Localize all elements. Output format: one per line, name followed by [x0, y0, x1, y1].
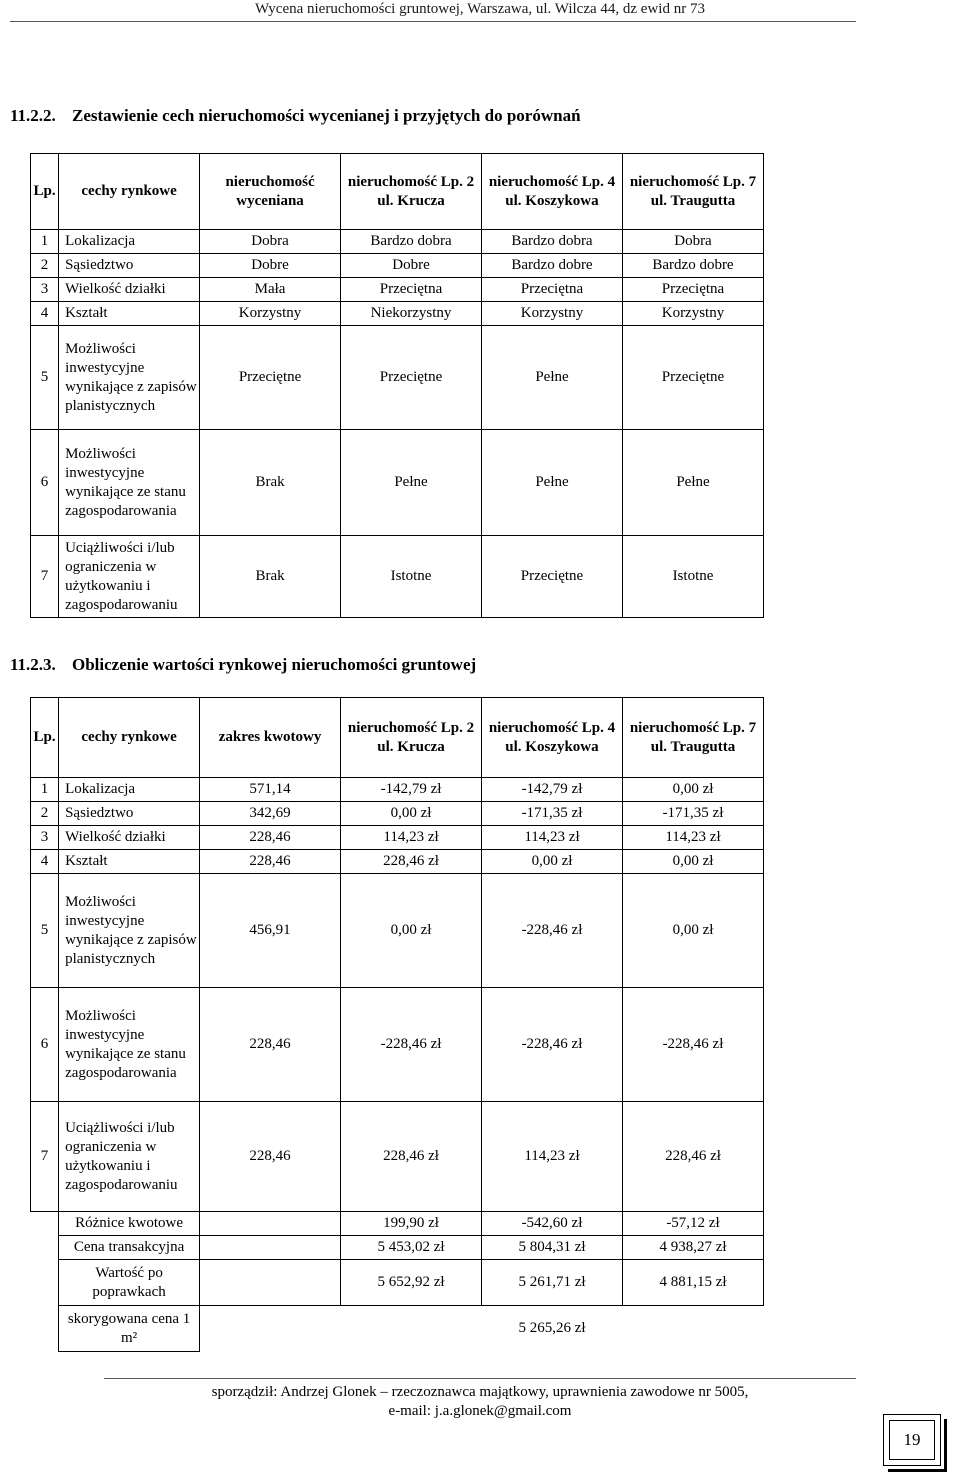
row-value: Dobre — [200, 254, 341, 278]
summary-value: 5 261,71 zł — [482, 1260, 623, 1306]
row-value: Przeciętna — [341, 278, 482, 302]
row-value: Korzystny — [200, 302, 341, 326]
summary-value: 5 453,02 zł — [341, 1236, 482, 1260]
row-lp: 2 — [31, 254, 59, 278]
row-cecha: Wielkość działki — [59, 278, 200, 302]
header-zakres: zakres kwotowy — [200, 698, 341, 778]
table-row — [31, 430, 764, 536]
row-cecha: Możliwości inwestycyjne wynikające ze stanu zagospodarowania — [59, 988, 200, 1102]
table-row — [31, 278, 764, 302]
table-row — [31, 536, 764, 618]
row-lp: 6 — [31, 988, 59, 1102]
table-row — [31, 302, 764, 326]
row-zakres: 456,91 — [200, 874, 341, 988]
row-value: -171,35 zł — [482, 802, 623, 826]
header-traugutta: nieruchomość Lp. 7 ul. Traugutta — [622, 698, 763, 778]
header-koszykowa: nieruchomość Lp. 4 ul. Koszykowa — [482, 698, 623, 778]
row-lp: 7 — [31, 1102, 59, 1212]
table-header-row — [31, 698, 764, 778]
table-row — [31, 874, 764, 988]
row-zakres: 228,46 — [200, 826, 341, 850]
table-row — [31, 988, 764, 1102]
summary-value: 4 938,27 zł — [622, 1236, 763, 1260]
row-value: 114,23 zł — [622, 826, 763, 850]
row-lp: 4 — [31, 850, 59, 874]
header-title: Wycena nieruchomości gruntowej, Warszawa, ul. Wilcza 44, dz ewid nr 73 — [255, 1, 705, 17]
row-zakres: 228,46 — [200, 850, 341, 874]
row-cecha: Sąsiedztwo — [59, 254, 200, 278]
row-lp: 5 — [31, 874, 59, 988]
row-value: Przeciętne — [341, 326, 482, 430]
row-value: Dobra — [622, 230, 763, 254]
header-koszykowa: nieruchomość Lp. 4 ul. Koszykowa — [482, 154, 623, 230]
summary-label: Wartość po poprawkach — [59, 1260, 200, 1306]
summary-value: -57,12 zł — [622, 1212, 763, 1236]
header-cechy: cechy rynkowe — [59, 698, 200, 778]
row-zakres: 571,14 — [200, 778, 341, 802]
header-krucza: nieruchomość Lp. 2 ul. Krucza — [341, 698, 482, 778]
row-value: Dobre — [341, 254, 482, 278]
row-value: 0,00 zł — [341, 802, 482, 826]
table-header-row — [31, 154, 764, 230]
row-value: -228,46 zł — [482, 874, 623, 988]
table-row — [31, 1102, 764, 1212]
row-lp: 4 — [31, 302, 59, 326]
section-2-number: 11.2.3. — [10, 655, 56, 674]
row-value: Bardzo dobre — [482, 254, 623, 278]
section-1-number: 11.2.2. — [10, 106, 56, 125]
summary-label: Różnice kwotowe — [59, 1212, 200, 1236]
summary-label: Cena transakcyjna — [59, 1236, 200, 1260]
row-lp: 1 — [31, 778, 59, 802]
row-cecha: Wielkość działki — [59, 826, 200, 850]
row-value: Dobra — [200, 230, 341, 254]
section-2-heading — [10, 655, 476, 675]
row-value: Przeciętna — [482, 278, 623, 302]
header-wyceniana: nieruchomość wyceniana — [200, 154, 341, 230]
row-lp: 2 — [31, 802, 59, 826]
section-1-title: Zestawienie cech nieruchomości wycenianej i przyjętych do porównań — [72, 106, 581, 125]
row-value: -228,46 zł — [341, 988, 482, 1102]
footer-email: e-mail: j.a.glonek@gmail.com — [388, 1403, 572, 1419]
row-value: 0,00 zł — [622, 778, 763, 802]
row-cecha: Lokalizacja — [59, 230, 200, 254]
summary-value: 5 804,31 zł — [482, 1236, 623, 1260]
row-lp: 3 — [31, 826, 59, 850]
row-cecha: Lokalizacja — [59, 778, 200, 802]
header-rule — [10, 21, 856, 22]
row-value: Brak — [200, 536, 341, 618]
page-number-box — [883, 1414, 941, 1466]
table-row — [31, 850, 764, 874]
row-value: Mała — [200, 278, 341, 302]
row-value: Pełne — [622, 430, 763, 536]
row-value: Niekorzystny — [341, 302, 482, 326]
row-value: -171,35 zł — [622, 802, 763, 826]
section-2-title: Obliczenie wartości rynkowej nieruchomości gruntowej — [72, 655, 477, 674]
row-cecha: Możliwości inwestycyjne wynikające z zapisów planistycznych — [59, 326, 200, 430]
page-number: 19 — [889, 1420, 935, 1460]
summary-row — [31, 1260, 764, 1306]
valuation-table — [30, 697, 764, 1352]
row-value: Pełne — [482, 430, 623, 536]
row-value: Pełne — [341, 430, 482, 536]
row-value: 0,00 zł — [622, 874, 763, 988]
row-value: -142,79 zł — [341, 778, 482, 802]
section-1-heading — [10, 106, 581, 126]
row-lp: 6 — [31, 430, 59, 536]
row-cecha: Kształt — [59, 850, 200, 874]
row-value: Bardzo dobra — [482, 230, 623, 254]
header-traugutta: nieruchomość Lp. 7 ul. Traugutta — [622, 154, 763, 230]
row-cecha: Możliwości inwestycyjne wynikające z zapisów planistycznych — [59, 874, 200, 988]
final-label: skorygowana cena 1 m² — [59, 1306, 200, 1352]
comparison-features-table — [30, 153, 764, 618]
summary-row — [31, 1212, 764, 1236]
row-value: 0,00 zł — [341, 874, 482, 988]
header-cechy: cechy rynkowe — [59, 154, 200, 230]
row-value: Bardzo dobra — [341, 230, 482, 254]
row-lp: 3 — [31, 278, 59, 302]
row-value: 0,00 zł — [622, 850, 763, 874]
row-zakres: 228,46 — [200, 1102, 341, 1212]
row-value: 114,23 zł — [341, 826, 482, 850]
row-cecha: Sąsiedztwo — [59, 802, 200, 826]
footer-rule — [104, 1378, 856, 1379]
row-value: 114,23 zł — [482, 1102, 623, 1212]
row-cecha: Kształt — [59, 302, 200, 326]
page-header — [0, 0, 960, 22]
table-row — [31, 802, 764, 826]
row-lp: 1 — [31, 230, 59, 254]
header-krucza: nieruchomość Lp. 2 ul. Krucza — [341, 154, 482, 230]
table-row — [31, 826, 764, 850]
final-value: 5 265,26 zł — [518, 1320, 586, 1337]
summary-value: 4 881,15 zł — [622, 1260, 763, 1306]
row-value: Przeciętne — [200, 326, 341, 430]
row-zakres: 228,46 — [200, 988, 341, 1102]
row-value: Korzystny — [482, 302, 623, 326]
row-value: 114,23 zł — [482, 826, 623, 850]
row-value: -228,46 zł — [482, 988, 623, 1102]
row-value: Przeciętne — [482, 536, 623, 618]
row-value: Brak — [200, 430, 341, 536]
row-value: Przeciętna — [622, 278, 763, 302]
row-value: 228,46 zł — [341, 1102, 482, 1212]
header-lp: Lp. — [31, 698, 59, 778]
row-value: -142,79 zł — [482, 778, 623, 802]
table-row — [31, 230, 764, 254]
summary-value: -542,60 zł — [482, 1212, 623, 1236]
table-row — [31, 254, 764, 278]
header-lp: Lp. — [31, 154, 59, 230]
row-value: Istotne — [341, 536, 482, 618]
row-cecha: Uciążliwości i/lub ograniczenia w użytkowaniu i zagospodarowaniu — [59, 536, 200, 618]
row-value: -228,46 zł — [622, 988, 763, 1102]
row-value: Istotne — [622, 536, 763, 618]
row-cecha: Uciążliwości i/lub ograniczenia w użytkowaniu i zagospodarowaniu — [59, 1102, 200, 1212]
row-zakres: 342,69 — [200, 802, 341, 826]
final-row — [31, 1306, 764, 1352]
row-value: Korzystny — [622, 302, 763, 326]
page-footer — [0, 1383, 960, 1421]
row-lp: 7 — [31, 536, 59, 618]
summary-value: 5 652,92 zł — [341, 1260, 482, 1306]
row-value: Przeciętne — [622, 326, 763, 430]
row-lp: 5 — [31, 326, 59, 430]
row-value: Pełne — [482, 326, 623, 430]
row-value: 228,46 zł — [622, 1102, 763, 1212]
row-cecha: Możliwości inwestycyjne wynikające ze stanu zagospodarowania — [59, 430, 200, 536]
footer-author: sporządził: Andrzej Glonek – rzeczoznawca majątkowy, uprawnienia zawodowe nr 5005, — [211, 1384, 749, 1400]
row-value: 0,00 zł — [482, 850, 623, 874]
summary-value: 199,90 zł — [341, 1212, 482, 1236]
row-value: 228,46 zł — [341, 850, 482, 874]
row-value: Bardzo dobre — [622, 254, 763, 278]
table-row — [31, 778, 764, 802]
summary-row — [31, 1236, 764, 1260]
table-row — [31, 326, 764, 430]
